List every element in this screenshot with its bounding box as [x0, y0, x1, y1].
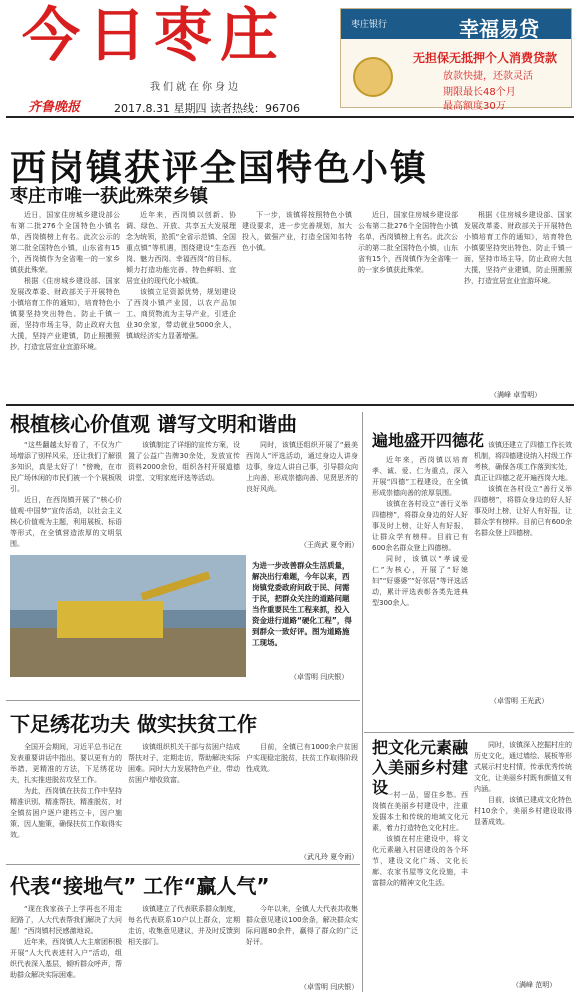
lead-paragraph: 根据《住房城乡建设部、国家发展改革委、财政部关于开展特色小镇培育工作的通知》，培育特色小镇要坚持突出特色、防止千镇一面，坚持市场主导，防止政府大包大揽，坚持产业建镇，防止照搬照抄，打造宜居宜业宜游环境。	[10, 277, 120, 351]
section-divider	[6, 700, 360, 701]
lead-paragraph: 近年来，西岗镇以创新、协调、绿色、开放、共享五大发展理念为统领，抢抓“全省示范镇、全国重点镇”等机遇，围绕建设“生态西岗、魅力西岗、幸福西岗”的目标，倾力打造功能完善、特色鲜明、宜居宜业的现代化小城镇。	[126, 211, 236, 285]
masthead	[0, 0, 580, 115]
story2-headline: 遍地盛开四德花	[372, 431, 485, 450]
lead-column-3	[242, 210, 352, 400]
advertisement	[340, 8, 572, 112]
story5-headline: 代表“接地气” 工作“赢人气”	[10, 874, 270, 898]
story2-column-1	[372, 455, 468, 695]
construction-photo	[10, 555, 246, 677]
section-divider	[6, 864, 360, 865]
story5-column-3	[246, 904, 358, 982]
story1-paragraph: “这些翻越太好看了，不仅为广场增添了别样风采，还让我们了解很多知识，真是太好了！”傍晚，在市民广场休闲的市民们被一个个展板吸引。	[10, 441, 122, 493]
story4-paragraph: 同时，该镇深入挖掘村庄的历史文化，通过墙绘、展板等形式展示村史村情，传承优秀传统文化，让美丽乡村既有颜值又有内涵。	[474, 741, 572, 793]
story1-byline: （王尚武 夏令雨）	[300, 541, 359, 549]
newspaper-title: 今日枣庄	[22, 1, 287, 69]
lead-column-1	[10, 210, 120, 400]
paving-machine	[57, 601, 163, 638]
newspaper-slogan: 我们就在你身边	[150, 82, 241, 93]
lead-paragraph: 根据《住房城乡建设部、国家发展改革委、财政部关于开展特色小镇培育工作的通知》，培育特色小镇要坚持突出特色、防止千镇一面，坚持市场主导，防止政府大包大揽，坚持产业建镇，防止照搬照抄，打造宜居宜业宜游环境。	[464, 211, 572, 285]
story3-column-1	[10, 742, 122, 852]
lead-headline: 西岗镇获评全国特色小镇	[10, 148, 429, 189]
story3-column-2	[128, 742, 240, 852]
story5-paragraph: “现在我家孩子上学再也不用走泥路了，人大代表帮我们解决了大问题！”西岗镇村民感激地说。	[10, 905, 122, 935]
lead-column-2	[126, 210, 236, 400]
lead-paragraph: 该镇立足资源优势，规划建设了西岗小镇产业园，以农产品加工、商贸物流为主导产业，引进企业30余家，带动就业5000余人，镇域经济实力显著增强。	[126, 288, 236, 340]
newspaper-logo: 齐鲁晚报	[28, 100, 81, 115]
story2-paragraph: 该镇在各村设立“善行义举四德榜”，将群众身边的好人好事及时上榜，让好人有好报，让群众学有榜样。目前已有600余名群众登上四德榜。	[474, 485, 572, 537]
story3-paragraph: 全国开会期间，习近平总书记在发表重要讲话中指出，要以更有力的举措、更精准的方法，下足绣花功夫，扎实推进脱贫攻坚工作。	[10, 743, 122, 784]
lead-subhead: 枣庄市唯一获此殊荣乡镇	[10, 186, 208, 207]
story3-byline: （武凡玲 夏令雨）	[300, 853, 359, 861]
ad-header	[341, 9, 571, 39]
story2-byline: （卓雪明 王光武）	[490, 697, 549, 705]
story5-paragraph: 该镇建立了代表联系群众制度，每名代表联系10户以上群众，定期走访，收集意见建议，并及时反馈到相关部门。	[128, 905, 240, 946]
story3-headline: 下足绣花功夫 做实扶贫工作	[10, 712, 257, 736]
story4-headline: 把文化元素融入美丽乡村建设	[372, 738, 469, 797]
lead-paragraph: 近日，国家住房城乡建设部公布第二批276个全国特色小镇名单，西岗镇榜上有名。此次公示的第二批全国特色小镇，山东省有15个，西岗镇作为全省唯一的一家乡镇获此殊荣。	[10, 211, 120, 274]
issue-info: 2017.8.31 星期四 读者热线：96706	[114, 102, 300, 115]
story1-column-3	[246, 440, 358, 540]
story4-column-2	[474, 740, 572, 978]
photo-caption: 为进一步改善群众生活质量，解决出行难题，今年以来，西岗镇党委政府问政于民、问需于民，把群众关注的道路问题当作重要民生工程来抓，投入资金进行道路“硬化工程”，得到群众一致好评。图为道路施工现场。	[252, 561, 352, 647]
lead-column-5	[464, 210, 572, 390]
section-divider	[364, 732, 574, 733]
story2-paragraph: 近年来，西岗镇以培育孝、诚、爱、仁为重点，深入开展“四德”工程建设，在全镇形成崇德向善的浓厚氛围。	[372, 456, 468, 497]
story2-paragraph: 该镇在各村设立“善行义举四德榜”，将群众身边的好人好事及时上榜，让好人有好报，让群众学有榜样。目前已有600余名群众登上四德榜。	[372, 500, 468, 552]
story3-paragraph: 目前，全镇已有1000余户贫困户实现稳定脱贫，扶贫工作取得阶段性成效。	[246, 743, 358, 773]
story4-column-1	[372, 790, 468, 980]
story1-paragraph: 该镇制定了详细的宣传方案，设置了公益广告牌30余处，发放宣传资料2000余份，组织各村开展道德讲堂、文明家庭评选等活动。	[128, 441, 240, 482]
story4-byline: （满峰 范明）	[512, 981, 557, 989]
story4-paragraph: 目前，该镇已建成文化特色村10余个，美丽乡村建设取得显著成效。	[474, 796, 572, 826]
coin-icon	[353, 57, 393, 97]
masthead-divider	[6, 116, 574, 118]
story1-column-2	[128, 440, 240, 540]
story2-paragraph: 同时，该镇以“孝诚爱仁”为核心，开展了“好媳妇”“好婆婆”“好邻居”等评选活动，累计评选表彰各类先进典型300余人。	[372, 555, 468, 607]
story5-byline: （卓雪明 闫庆银）	[300, 983, 359, 991]
story1-headline: 根植核心价值观 谱写文明和谐曲	[10, 412, 297, 436]
ad-line-3: 期限最长48个月	[443, 87, 516, 98]
photo-byline: （卓雪明 闫庆银）	[290, 673, 349, 681]
lead-paragraph: 下一步，该镇将按照特色小镇建设要求，进一步完善规划，加大投入，做强产业，打造全国知名特色小镇。	[242, 211, 352, 252]
ad-line-1: 无担保无抵押个人消费贷款	[413, 51, 558, 65]
story2-column-2	[474, 440, 572, 695]
lead-byline: （满峰 卓雪明）	[490, 391, 542, 399]
lead-paragraph: 近日，国家住房城乡建设部公布第二批276个全国特色小镇名单，西岗镇榜上有名。此次公示的第二批全国特色小镇，山东省有15个，西岗镇作为全省唯一的一家乡镇获此殊荣。	[358, 211, 458, 274]
ad-bank-name: 枣庄银行	[351, 20, 388, 30]
ad-line-4: 最高额度30万	[443, 101, 506, 112]
story5-column-2	[128, 904, 240, 992]
story3-paragraph: 该镇组织机关干部与贫困户结成帮扶对子，定期走访，帮助解决实际困难。同时大力发展特色产业，带动贫困户增收致富。	[128, 743, 240, 784]
column-divider	[362, 412, 363, 992]
ad-title: 幸福易贷	[459, 17, 539, 41]
story5-paragraph: 今年以来，全镇人大代表共收集群众意见建议100余条，解决群众实际问题80余件，赢得了群众的广泛好评。	[246, 905, 358, 946]
story4-paragraph: 该镇在村庄建设中，将文化元素融入村居建设的各个环节，建设文化广场、文化长廊、农家书屋等文化设施，丰富群众的精神文化生活。	[372, 835, 468, 887]
story5-column-1	[10, 904, 122, 992]
story1-paragraph: 同时，该镇还组织开展了“最美西岗人”评选活动，通过身边人讲身边事，身边人讲自己事，引导群众向上向善，形成崇德向善、见贤思齐的良好风尚。	[246, 441, 358, 493]
section-divider	[6, 404, 574, 406]
story4-paragraph: 一村一品，留住乡愁。西岗镇在美丽乡村建设中，注重发掘本土和传统的地域文化元素，着力打造特色文化村庄。	[372, 791, 468, 832]
story3-paragraph: 为此，西岗镇在扶贫工作中坚持精准识别、精准帮扶、精准脱贫，对全镇贫困户逐户建档立卡，因户施策、因人施策，确保扶贫工作取得实效。	[10, 787, 122, 839]
story1-paragraph: 近日，在西岗镇开展了“核心价值观·中国梦”宣传活动，以社会主义核心价值观为主题，利用展板、标语等形式，在全镇营造浓厚的文明氛围。	[10, 496, 122, 548]
lead-column-4	[358, 210, 458, 400]
story5-paragraph: 近年来，西岗镇人大主席团积极开展“人大代表进村入户”活动，组织代表深入基层，倾听群众呼声，帮助群众解决实际困难。	[10, 938, 122, 979]
story2-paragraph: 该镇还建立了四德工作长效机制，将四德建设纳入村级工作考核，确保各项工作落到实处，真正让四德之花开遍西岗大地。	[474, 441, 572, 482]
story3-column-3	[246, 742, 358, 852]
ad-line-2: 放款快捷，还款灵活	[443, 71, 533, 82]
